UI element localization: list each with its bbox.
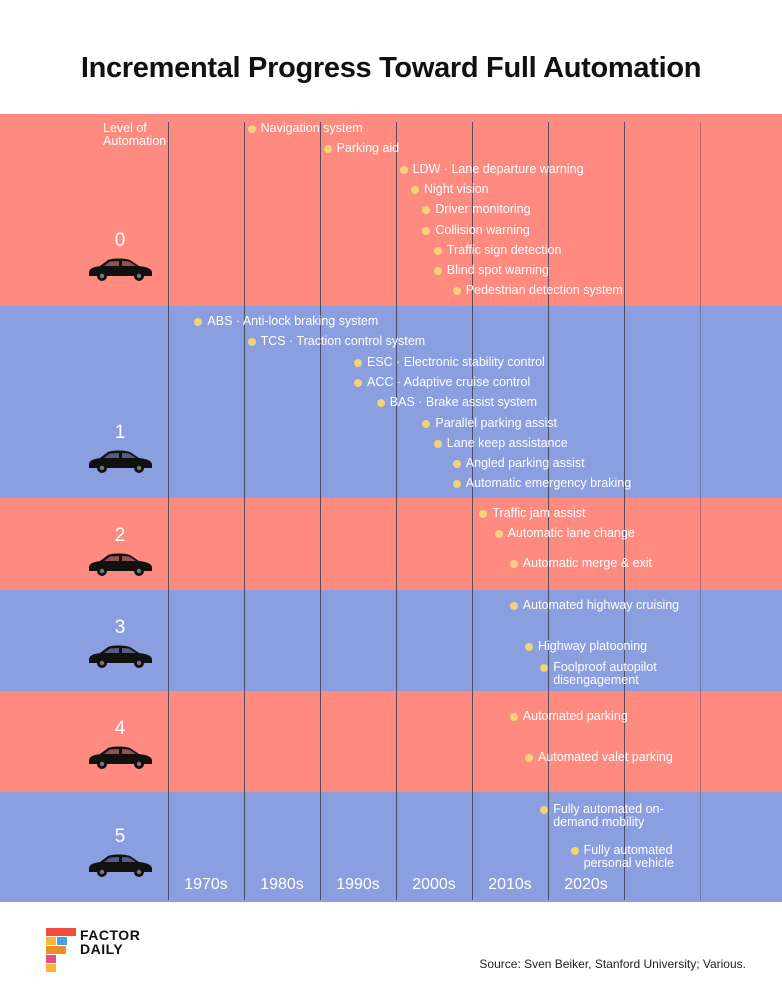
level-label-4: 4: [114, 718, 126, 739]
timeline-dot: [525, 643, 533, 651]
x-tick-label: 2020s: [564, 876, 608, 893]
timeline-dot: [434, 247, 442, 255]
timeline-item-label: Automated valet parking: [538, 750, 673, 764]
timeline-item-label: Fully automated personal vehicle: [583, 843, 674, 870]
level-label-5: 5: [114, 826, 126, 847]
timeline-item-label: LDW · Lane departure warning: [412, 161, 584, 176]
timeline-item-label: Automatic merge & exit: [522, 556, 653, 570]
timeline-dot: [400, 166, 408, 174]
timeline-item-label: Navigation system: [260, 121, 363, 135]
car-icon: [86, 744, 154, 770]
timeline-item-label: Collision warning: [435, 222, 530, 237]
car-icon: [86, 256, 154, 282]
timeline-item-label: ACC · Adaptive cruise control: [367, 374, 531, 389]
timeline-dot: [510, 602, 518, 610]
timeline-dot: [434, 267, 442, 275]
timeline-item-label: Lane keep assistance: [446, 435, 568, 450]
timeline-dot: [248, 125, 256, 133]
decade-gridline: [624, 122, 625, 900]
level-band-4: [0, 691, 782, 792]
decade-gridline: [700, 122, 701, 900]
level-label-0: 0: [114, 230, 126, 251]
timeline-dot: [495, 530, 503, 538]
level-label-2: 2: [114, 525, 126, 546]
x-tick-label: 1980s: [260, 876, 304, 893]
y-axis-heading-text: Level of Automation: [103, 121, 167, 148]
timeline-item-label: Automatic lane change: [507, 526, 635, 540]
timeline-dot: [422, 227, 430, 235]
timeline-dot: [248, 338, 256, 346]
brand-line-2: DAILY: [80, 941, 124, 957]
timeline-item-label: Automated highway cruising: [522, 598, 680, 612]
timeline-dot: [324, 145, 332, 153]
timeline-item-label: Blind spot warning: [446, 263, 549, 278]
car-icon: [86, 551, 154, 577]
car-icon: [86, 448, 154, 474]
decade-gridline: [472, 122, 473, 900]
decade-gridline: [320, 122, 321, 900]
factor-daily-logo: [44, 926, 78, 974]
timeline-item-label: Traffic sign detection: [446, 242, 562, 257]
timeline-dot: [453, 460, 461, 468]
x-tick-label: 1990s: [336, 876, 380, 893]
timeline-chart: [0, 114, 782, 902]
decade-gridline: [168, 122, 169, 900]
timeline-dot: [525, 754, 533, 762]
chart-title: Incremental Progress Toward Full Automation: [80, 52, 702, 84]
decade-gridline: [396, 122, 397, 900]
timeline-dot: [354, 379, 362, 387]
timeline-item-label: Parallel parking assist: [435, 415, 557, 430]
timeline-dot: [510, 560, 518, 568]
timeline-item-label: Traffic jam assist: [492, 506, 586, 520]
timeline-item-label: Automated parking: [522, 709, 628, 723]
source-note: Source: Sven Beiker, Stanford University; Various.: [479, 957, 746, 971]
timeline-item-label: Parking aid: [336, 141, 400, 156]
timeline-dot: [434, 440, 442, 448]
timeline-item-label: Driver monitoring: [435, 202, 531, 217]
car-icon: [86, 643, 154, 669]
timeline-item-label: Night vision: [424, 181, 489, 196]
timeline-item-label: Fully automated on-demand mobility: [553, 802, 664, 829]
timeline-dot: [354, 359, 362, 367]
timeline-item-label: Foolproof autopilot disengagement: [553, 659, 657, 687]
x-tick-label: 1970s: [184, 876, 228, 893]
timeline-item-label: TCS · Traction control system: [260, 334, 426, 349]
timeline-item-label: ABS · Anti-lock braking system: [207, 314, 379, 328]
timeline-item-label: ESC · Electronic stability control: [367, 354, 545, 369]
level-label-3: 3: [114, 617, 126, 638]
brand-name: [80, 928, 140, 956]
timeline-item-label: Angled parking assist: [465, 456, 585, 471]
x-tick-label: 2010s: [488, 876, 532, 893]
brand-line-1: FACTOR: [80, 927, 141, 943]
timeline-dot: [377, 399, 385, 407]
timeline-item-label: Highway platooning: [538, 639, 648, 653]
timeline-item-label: BAS · Brake assist system: [389, 395, 538, 410]
timeline-dot: [571, 847, 579, 855]
x-tick-label: 2000s: [412, 876, 456, 893]
timeline-dot: [411, 186, 419, 194]
timeline-dot: [510, 713, 518, 721]
timeline-item-label: Automatic emergency braking: [465, 476, 632, 491]
timeline-dot: [422, 420, 430, 428]
timeline-item-label: Pedestrian detection system: [465, 283, 623, 298]
y-axis-heading: [103, 122, 169, 148]
level-label-1: 1: [114, 422, 126, 443]
car-icon: [86, 852, 154, 878]
decade-gridline: [244, 122, 245, 900]
timeline-dot: [540, 664, 548, 672]
